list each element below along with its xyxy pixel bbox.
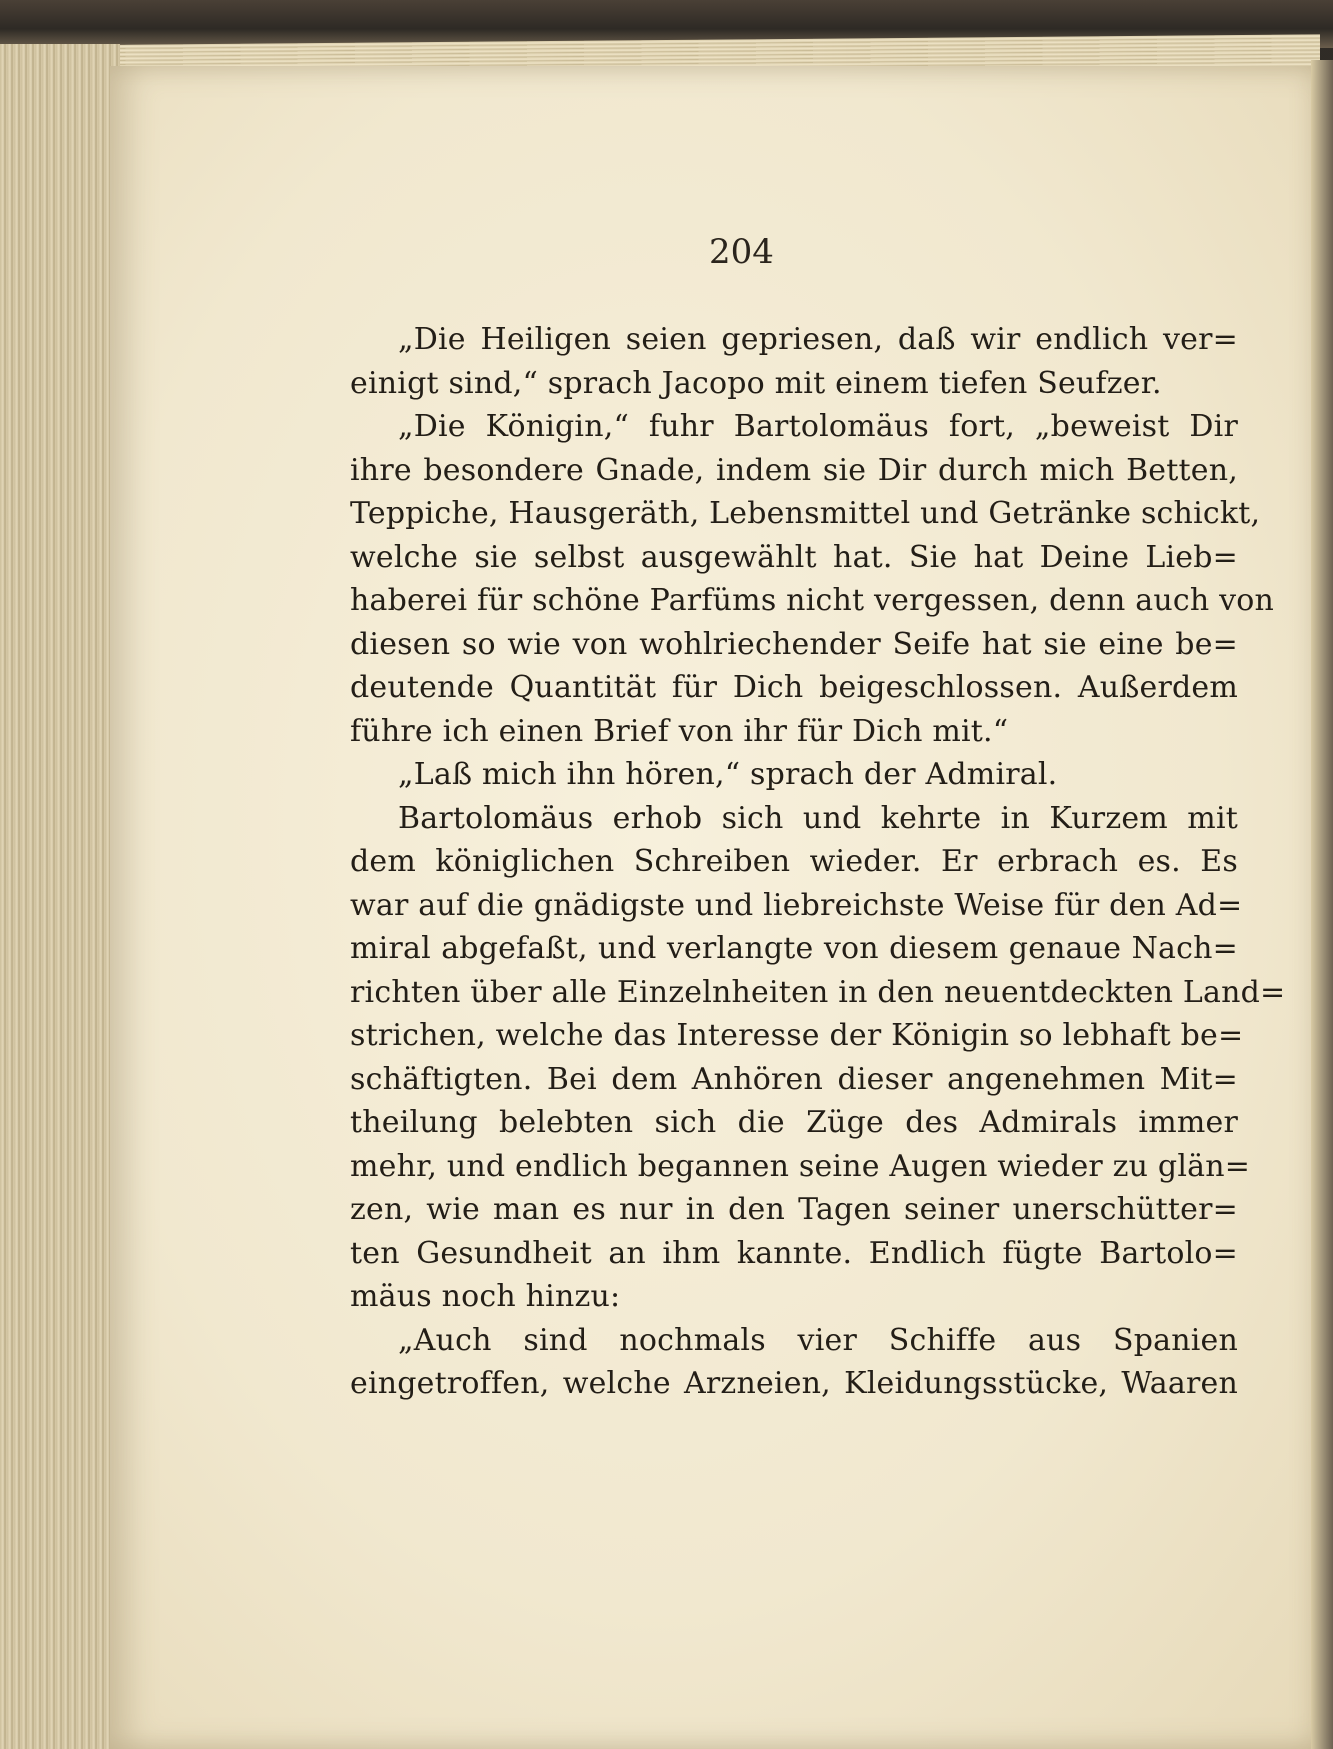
text-line: miral abgefaßt, und verlangte von diesem genaue Nach= bbox=[350, 931, 1238, 966]
text-line: richten über alle Einzelnheiten in den neuentdeckten Land= bbox=[350, 974, 1286, 1010]
text-line: Teppiche, Hausgeräth, Lebensmittel und Getränke schickt, bbox=[350, 496, 1261, 531]
text-line: Bartolomäus erhob sich und kehrte in Kurzem mit bbox=[398, 800, 1238, 836]
text-line: dem königlichen Schreiben wieder. Er erbrach es. Es bbox=[350, 844, 1238, 879]
text-line: „Laß mich ihn hören,“ sprach der Admiral. bbox=[398, 757, 1058, 792]
text-line: ihre besondere Gnade, indem sie Dir durch mich Betten, bbox=[350, 452, 1238, 488]
text-line: war auf die gnädigste und liebreichste Weise für den Ad= bbox=[350, 887, 1243, 923]
text-line: ten Gesundheit an ihm kannte. Endlich fügte Bartolo= bbox=[350, 1235, 1238, 1271]
text-line: diesen so wie von wohlriechender Seife hat sie eine be= bbox=[350, 626, 1238, 662]
text-line: „Auch sind nochmals vier Schiffe aus Spanien bbox=[398, 1322, 1238, 1358]
text-line: mäus noch hinzu: bbox=[350, 1279, 621, 1314]
text-line: „Die Heiligen seien gepriesen, daß wir endlich ver= bbox=[398, 322, 1238, 357]
text-line: schäftigten. Bei dem Anhören dieser angenehmen Mit= bbox=[350, 1061, 1238, 1097]
text-line: einigt sind,“ sprach Jacopo mit einem tiefen Seufzer. bbox=[350, 365, 1162, 401]
text-line: welche sie selbst ausgewählt hat. Sie hat Deine Lieb= bbox=[350, 539, 1238, 575]
text-line: haberei für schöne Parfüms nicht vergessen, denn auch von bbox=[350, 583, 1275, 618]
body-text bbox=[350, 318, 1286, 1406]
text-line: theilung belebten sich die Züge des Admirals immer bbox=[350, 1105, 1238, 1140]
page-right-edge bbox=[1311, 60, 1333, 1749]
text-line: deutende Quantität für Dich beigeschlossen. Außerdem bbox=[350, 670, 1238, 705]
text-line: eingetroffen, welche Arzneien, Kleidungsstücke, Waaren bbox=[350, 1366, 1238, 1401]
text-line: „Die Königin,“ fuhr Bartolomäus fort, „beweist Dir bbox=[398, 409, 1238, 444]
page-stack-left bbox=[0, 44, 120, 1749]
text-line: führe ich einen Brief von ihr für Dich mit.“ bbox=[350, 713, 1009, 749]
page-number: 204 bbox=[709, 232, 774, 272]
text-line: strichen, welche das Interesse der Königin so lebhaft be= bbox=[350, 1018, 1244, 1053]
text-line: zen, wie man es nur in den Tagen seiner unerschütter= bbox=[350, 1192, 1238, 1227]
text-line: mehr, und endlich begannen seine Augen wieder zu glän= bbox=[350, 1148, 1251, 1184]
